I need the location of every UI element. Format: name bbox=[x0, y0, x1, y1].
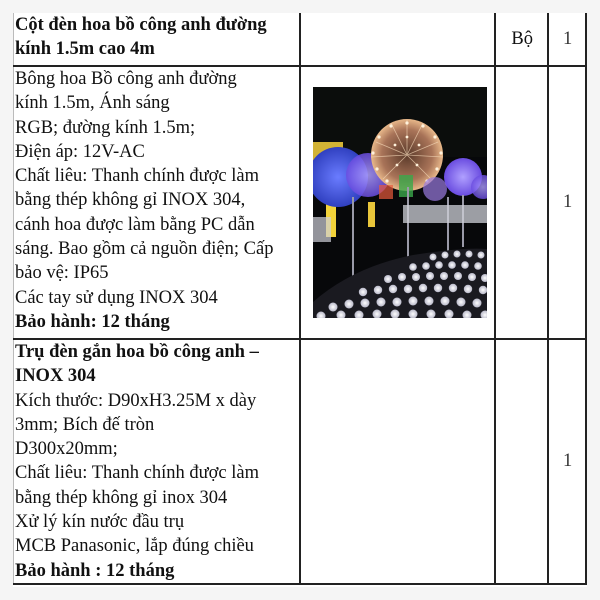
unit-cell bbox=[495, 339, 548, 584]
description-line: RGB; đường kính 1.5m; bbox=[15, 117, 196, 138]
description-line: bằng thép không gỉ inox 304 bbox=[15, 487, 228, 508]
description-line: cánh hoa được làm bằng PC dẫn bbox=[15, 214, 255, 235]
description-line: bằng thép không gỉ INOX 304, bbox=[15, 190, 246, 211]
description-line: Các tay sử dụng INOX 304 bbox=[15, 287, 218, 308]
quantity-value: 1 bbox=[562, 192, 573, 213]
quantity-value: 1 bbox=[562, 28, 573, 49]
description-line: 3mm; Bích đế tròn bbox=[15, 414, 155, 435]
description-line: Bông hoa Bồ công anh đường bbox=[15, 69, 237, 89]
document-page bbox=[13, 13, 587, 587]
description-line: kính 1.5m, Ánh sáng bbox=[15, 93, 170, 114]
table-row bbox=[14, 66, 587, 339]
image-cell-empty bbox=[300, 339, 495, 584]
product-title-line: kính 1.5m cao 4m bbox=[15, 39, 155, 60]
description-line: MCB Panasonic, lắp đúng chiều bbox=[15, 536, 254, 557]
description-line: Xử lý kín nước đầu trụ bbox=[15, 512, 185, 533]
description-line: Chất liêu: Thanh chính được làm bbox=[15, 463, 259, 484]
product-title-line: Trụ đèn gắn hoa bồ công anh – bbox=[15, 342, 259, 362]
product-description-cell bbox=[14, 339, 301, 584]
product-title-line: INOX 304 bbox=[15, 366, 96, 387]
product-description-cell bbox=[14, 66, 301, 339]
table-row bbox=[14, 339, 587, 584]
unit-cell bbox=[495, 13, 548, 66]
description-line: Điện áp: 12V-AC bbox=[15, 141, 145, 162]
warranty-text: Bảo hành: 12 tháng bbox=[15, 311, 170, 332]
warranty-text: Bảo hành : 12 tháng bbox=[15, 560, 175, 581]
quantity-value: 1 bbox=[562, 451, 573, 472]
table-row bbox=[14, 13, 587, 66]
description-line: Kích thước: D90xH3.25M x dày bbox=[15, 390, 257, 411]
quantity-cell bbox=[548, 339, 586, 584]
unit-label: Bộ bbox=[511, 28, 533, 49]
product-photo bbox=[313, 87, 487, 318]
description-line: Chất liêu: Thanh chính được làm bbox=[15, 166, 259, 187]
quantity-cell bbox=[548, 13, 586, 66]
product-title-cell bbox=[14, 13, 301, 66]
description-line: bảo vệ: IP65 bbox=[15, 263, 109, 284]
image-cell-empty bbox=[300, 13, 495, 66]
unit-cell bbox=[495, 66, 548, 339]
description-line: sáng. Bao gồm cả nguồn điện; Cấp bbox=[15, 239, 274, 260]
description-line: D300x20mm; bbox=[15, 439, 118, 460]
product-image-cell bbox=[300, 66, 495, 339]
product-title-line: Cột đèn hoa bồ công anh đường bbox=[15, 15, 267, 35]
quantity-cell bbox=[548, 66, 586, 339]
product-spec-table bbox=[13, 13, 587, 585]
